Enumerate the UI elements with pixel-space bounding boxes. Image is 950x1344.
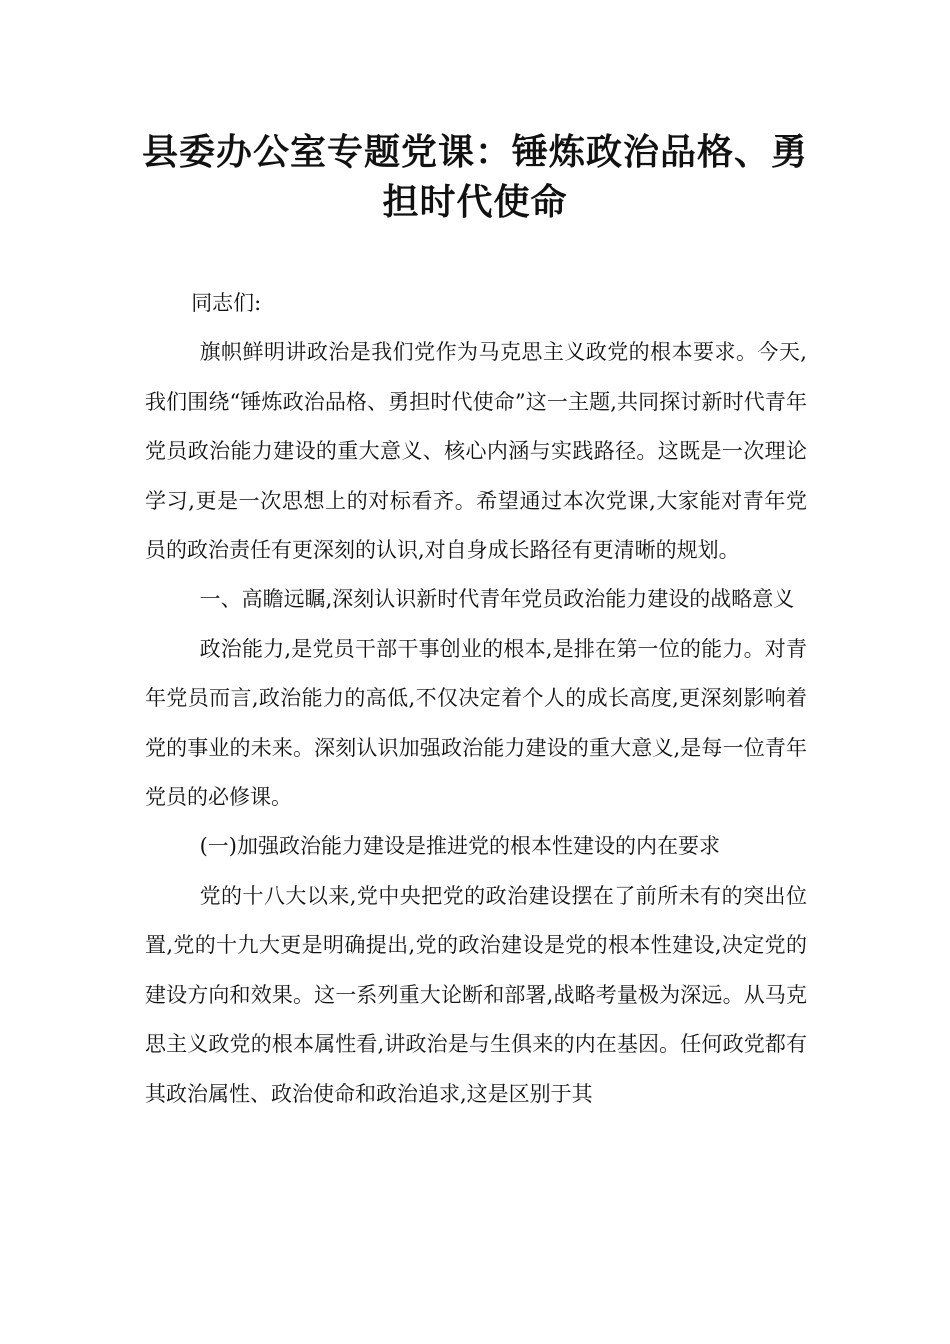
body-paragraph: 党的十八大以来,党中央把党的政治建设摆在了前所未有的突出位置,党的十九大更是明确提出,党的政治建设是党的根本性建设,决定党的建设方向和效果。这一系列重大论断和部署,战略考量极为深远。从马克思主义政党的根本属性看,讲政治是与生俱来的内在基因。任何政党都有其政治属性、政治使命和政治追求,这是区别于其 xyxy=(145,883,807,1106)
section-heading-1: 一、高瞻远瞩,深刻认识新时代青年党员政治能力建设的战略意义 xyxy=(199,587,795,612)
document-body xyxy=(145,279,807,1119)
subsection-heading-1: (一)加强政治能力建设是推进党的根本性建设的内在要求 xyxy=(199,834,720,859)
body-paragraph: 政治能力,是党员干部干事创业的根本,是排在第一位的能力。对青年党员而言,政治能力的高低,不仅决定着个人的成长高度,更深刻影响着党的事业的未来。深刻认识加强政治能力建设的重大意义,是每一位青年党员的必修课。 xyxy=(145,636,807,810)
document-title: 县委办公室专题党课：锤炼政治品格、勇担时代使命 xyxy=(141,132,808,223)
intro-paragraph: 旗帜鲜明讲政治是我们党作为马克思主义政党的根本要求。今天,我们围绕“锤炼政治品格、勇担时代使命”这一主题,共同探讨新时代青年党员政治能力建设的重大意义、核心内涵与实践路径。这既是一次理论学习,更是一次思想上的对标看齐。希望通过本次党课,大家能对青年党员的政治责任有更深刻的认识,对自身成长路径有更清晰的规划。 xyxy=(145,340,807,563)
salutation: 同志们: xyxy=(191,291,262,315)
